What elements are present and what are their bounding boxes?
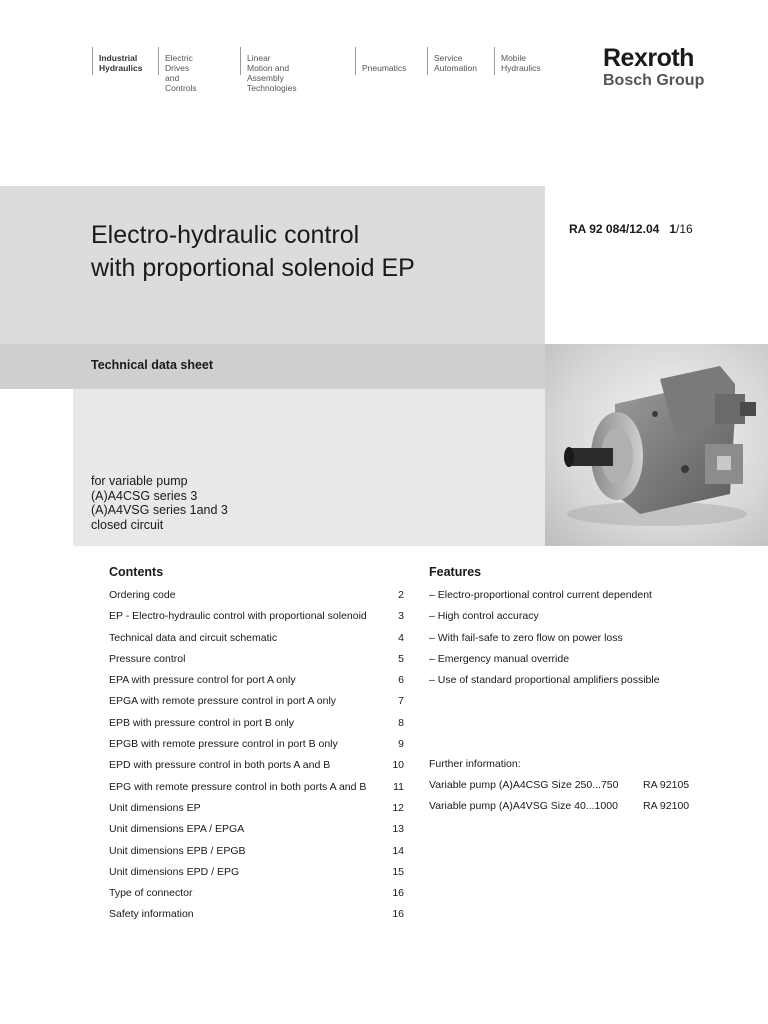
feature-item: – Use of standard proportional amplifiers possible — [429, 674, 660, 687]
toc-item[interactable]: EPG with remote pressure control in both ports A and B 11 — [109, 780, 404, 793]
feature-item: – With fail-safe to zero flow on power loss — [429, 631, 623, 644]
rexroth-logo — [603, 45, 704, 90]
toc-item[interactable]: Safety information 16 — [109, 908, 404, 921]
pump-photo — [545, 344, 768, 546]
product-description: for variable pump (A)A4CSG series 3 (A)A4VSG series 1and 3 closed circuit — [91, 474, 228, 532]
nav-item-electric-drives[interactable]: Electric Drives and Controls — [158, 47, 197, 75]
logo-group: Bosch Group — [603, 72, 705, 89]
toc-item[interactable]: EPA with pressure control for port A only 6 — [109, 674, 404, 687]
further-info-heading: Further information: — [429, 758, 521, 770]
toc-item[interactable]: EPGB with remote pressure control in port B only 9 — [109, 738, 404, 751]
toc-item[interactable]: Unit dimensions EPB / EPGB 14 — [109, 844, 404, 857]
nav-item-pneumatics[interactable]: Pneumatics — [355, 47, 406, 75]
nav-item-service-automation[interactable]: Service Automation — [427, 47, 477, 75]
toc-item[interactable]: EPD with pressure control in both ports A and B 10 — [109, 759, 404, 772]
page-title: Electro-hydraulic control with proportional solenoid EP — [91, 221, 415, 282]
feature-item: – High control accuracy — [429, 610, 539, 623]
logo-name: Rexroth — [603, 44, 694, 72]
features-list — [429, 585, 660, 691]
toc-item[interactable]: Unit dimensions EP 12 — [109, 801, 404, 814]
further-info-list — [429, 775, 729, 818]
nav-item-mobile-hydraulics[interactable]: Mobile Hydraulics — [494, 47, 541, 75]
further-info-item[interactable]: Variable pump (A)A4VSG Size 40...1000 RA 92100 — [429, 800, 690, 813]
nav-item-industrial-hydraulics[interactable]: Industrial Hydraulics — [92, 47, 142, 75]
toc-item[interactable]: Technical data and circuit schematic 4 — [109, 631, 404, 644]
toc-item[interactable]: EPGA with remote pressure control in port A only 7 — [109, 695, 404, 708]
contents-heading: Contents — [109, 565, 164, 579]
toc-item[interactable]: EP - Electro-hydraulic control with proportional solenoid 3 — [109, 610, 404, 623]
nav-item-linear-motion[interactable]: Linear Motion and Assembly Technologies — [240, 47, 297, 75]
feature-item: – Electro-proportional control current dependent — [429, 589, 652, 601]
document-number: RA 92 084/12.04 1/16 — [569, 222, 693, 236]
toc-item[interactable]: Type of connector 16 — [109, 887, 404, 900]
toc-item[interactable]: Unit dimensions EPD / EPG 15 — [109, 865, 404, 878]
toc-item[interactable]: Unit dimensions EPA / EPGA 13 — [109, 823, 404, 836]
subtitle: Technical data sheet — [91, 358, 214, 372]
subtitle-band — [0, 344, 545, 389]
toc-item[interactable]: Pressure control 5 — [109, 652, 404, 665]
toc-item[interactable]: Ordering code 2 — [109, 589, 404, 601]
features-heading: Features — [429, 565, 482, 579]
further-info-item[interactable]: Variable pump (A)A4CSG Size 250...750 RA 92105 — [429, 779, 690, 791]
table-of-contents — [109, 585, 406, 926]
pump-illustration — [545, 344, 768, 546]
toc-item[interactable]: EPB with pressure control in port B only 8 — [109, 716, 404, 729]
feature-item: – Emergency manual override — [429, 652, 570, 665]
